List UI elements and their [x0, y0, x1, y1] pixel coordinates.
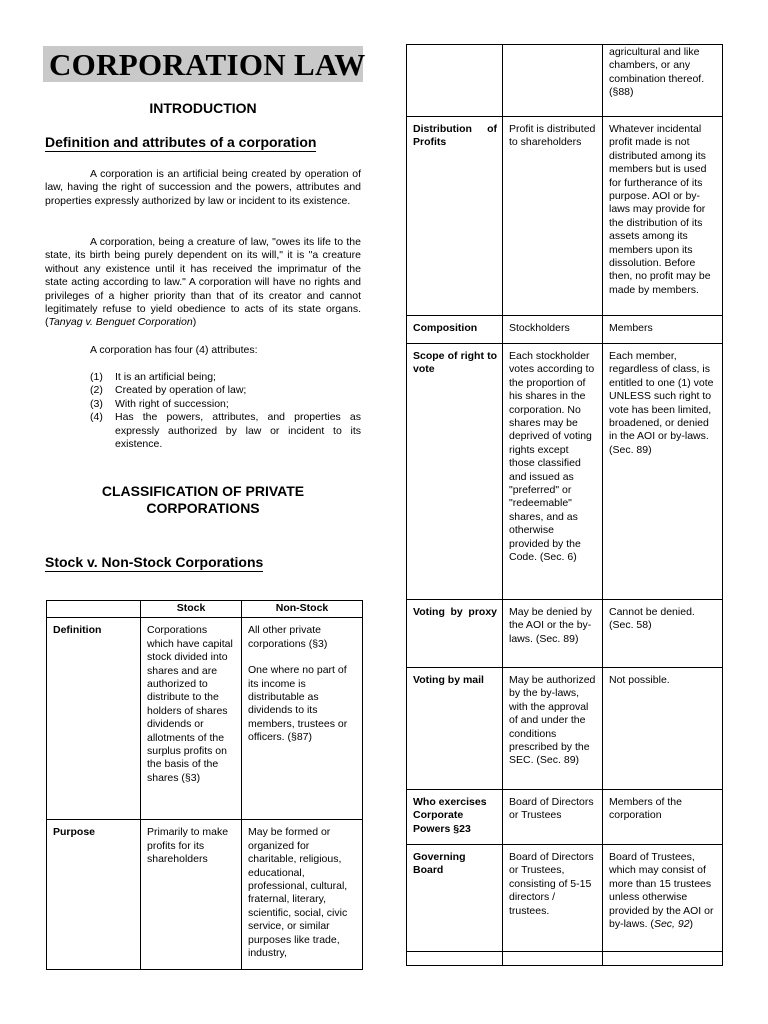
row-label	[407, 45, 503, 117]
row-label: Purpose	[47, 820, 141, 970]
row-label: Composition	[407, 316, 503, 344]
paragraph-creature-text: A corporation, being a creature of law, "owes its life to the state, its birth being purely dependent on its will," it is "a creature without any existence until it has received the imprimatur of the state acting according to law." A corporation will have no rights and privileges of a higher priority than that of its creator and cannot legitimately refuse to yield obedience to acts of its state organs. (	[45, 236, 361, 329]
introduction-heading: INTRODUCTION	[149, 100, 257, 116]
nonstock-cell: agricultural and like chambers, or any combination thereof. (§88)	[603, 45, 723, 117]
stock-cell	[503, 45, 603, 117]
attributes-intro-text: A corporation has four (4) attributes:	[90, 344, 258, 356]
paragraph-creature-of-law	[45, 236, 361, 330]
case-citation: Tanyag v. Benguet Corporation	[48, 316, 193, 329]
classification-heading-line-1: CLASSIFICATION OF PRIVATE	[101, 483, 305, 499]
list-item-number: (4)	[90, 411, 103, 424]
nonstock-text-b: One where no part of its income is distributable as dividends to its members, trustees or officers. (§87)	[248, 664, 348, 744]
table-row	[407, 600, 723, 668]
list-item	[90, 371, 361, 384]
table-row	[407, 790, 723, 845]
document-title-box	[43, 46, 366, 82]
attributes-list	[90, 371, 361, 451]
list-item	[90, 384, 361, 397]
table-row	[47, 618, 363, 820]
list-item-number: (3)	[90, 397, 103, 410]
row-label: Who exercises Corporate Powers §23	[407, 790, 503, 845]
stock-cell: Primarily to make profits for its shareholders	[141, 820, 242, 970]
list-item-text: Created by operation of law;	[115, 384, 247, 397]
nonstock-cell: Members	[603, 316, 723, 344]
list-item	[90, 411, 361, 451]
table-row	[407, 668, 723, 790]
list-item-number: (2)	[90, 384, 103, 397]
table-row	[47, 820, 363, 970]
nonstock-cell	[603, 845, 723, 952]
stock-cell: Stockholders	[503, 316, 603, 344]
nonstock-cell: Members of the corporation	[603, 790, 723, 845]
header-cell-blank	[47, 601, 141, 618]
row-label: Distribution of Profits	[407, 117, 503, 316]
table-row	[407, 316, 723, 344]
list-item	[90, 398, 361, 411]
stock-cell	[503, 952, 603, 966]
nonstock-cell: Whatever incidental profit made is not distributed among its members but is used for furtherance of its purpose. AOI or by-laws may provide for the distribution of its assets among its members upon its dissolution. Before then, no profit may be made by members.	[603, 117, 723, 316]
table-row	[407, 45, 723, 117]
nonstock-cell: Not possible.	[603, 668, 723, 790]
paragraph-attributes-intro	[45, 344, 361, 357]
list-item-number: (1)	[90, 371, 103, 383]
stock-cell: Board of Directors or Trustees	[503, 790, 603, 845]
stock-cell: Board of Directors or Trustees, consisting of 5-15 directors / trustees.	[503, 845, 603, 952]
row-label: Governing Board	[407, 845, 503, 952]
list-item-text: It is an artificial being;	[115, 371, 216, 383]
stock-vs-nonstock-heading: Stock v. Non-Stock Corporations	[45, 554, 264, 570]
case-citation-close: )	[192, 316, 197, 329]
nonstock-text-a: All other private corporations (§3)	[248, 624, 328, 650]
section-citation-close: )	[689, 918, 694, 931]
table-row	[407, 845, 723, 952]
comparison-table-right	[406, 44, 723, 966]
nonstock-cell	[242, 618, 363, 820]
nonstock-cell: Cannot be denied. (Sec. 58)	[603, 600, 723, 668]
table-row	[407, 117, 723, 316]
paragraph-definition-text: A corporation is an artificial being created by operation of law, having the right of succession and the powers, attributes and properties expressly authorized by law or incident to its existence.	[45, 168, 361, 207]
table-row	[407, 952, 723, 966]
header-cell-stock: Stock	[141, 601, 242, 618]
nonstock-cell: Each member, regardless of class, is entitled to one (1) vote UNLESS such right to vote has been limited, broadened, or denied in the AOI or by-laws. (Sec. 89)	[603, 344, 723, 600]
stock-cell: Profit is distributed to shareholders	[503, 117, 603, 316]
classification-heading	[43, 483, 363, 517]
section-citation: Sec, 92	[653, 918, 690, 931]
stock-cell: May be authorized by the by-laws, with the approval of and under the conditions prescribed by the SEC. (Sec. 89)	[503, 668, 603, 790]
list-item-text: With right of succession;	[115, 397, 229, 410]
comparison-table-left	[46, 600, 363, 970]
nonstock-cell: May be formed or organized for charitable, religious, educational, professional, cultural, fraternal, literary, scientific, social, civic service, or similar purposes like trade, industry,	[242, 820, 363, 970]
row-label: Scope of right to vote	[407, 344, 503, 600]
header-cell-nonstock: Non-Stock	[242, 601, 363, 618]
stock-cell: May be denied by the AOI or the by-laws. (Sec. 89)	[503, 600, 603, 668]
list-item-text: Has the powers, attributes, and properties as expressly authorized by law or incident to its existence.	[115, 411, 361, 451]
table-row	[407, 344, 723, 600]
stock-cell: Corporations which have capital stock divided into shares and are authorized to distribute to the holders of shares dividends or allotments of the surplus profits on the basis of the shares (§3)	[141, 618, 242, 820]
classification-heading-line-2: CORPORATIONS	[146, 500, 260, 516]
nonstock-cell	[603, 952, 723, 966]
document-title: CORPORATION LAW	[49, 47, 366, 82]
row-label: Voting by proxy	[407, 600, 503, 668]
table-header-row	[47, 601, 363, 618]
row-label: Definition	[47, 618, 141, 820]
nonstock-text: Board of Trustees, which may consist of more than 15 trustees unless otherwise provided by the AOI or by-laws. (	[609, 851, 714, 931]
paragraph-definition	[45, 168, 361, 208]
row-label	[407, 952, 503, 966]
stock-cell: Each stockholder votes according to the proportion of his shares in the corporation. No shares may be deprived of voting rights except those classified and issued as "preferred" or "redeemable" shares, and as otherwise provided by the Code. (Sec. 6)	[503, 344, 603, 600]
definition-heading: Definition and attributes of a corporation	[45, 134, 317, 150]
row-label: Voting by mail	[407, 668, 503, 790]
